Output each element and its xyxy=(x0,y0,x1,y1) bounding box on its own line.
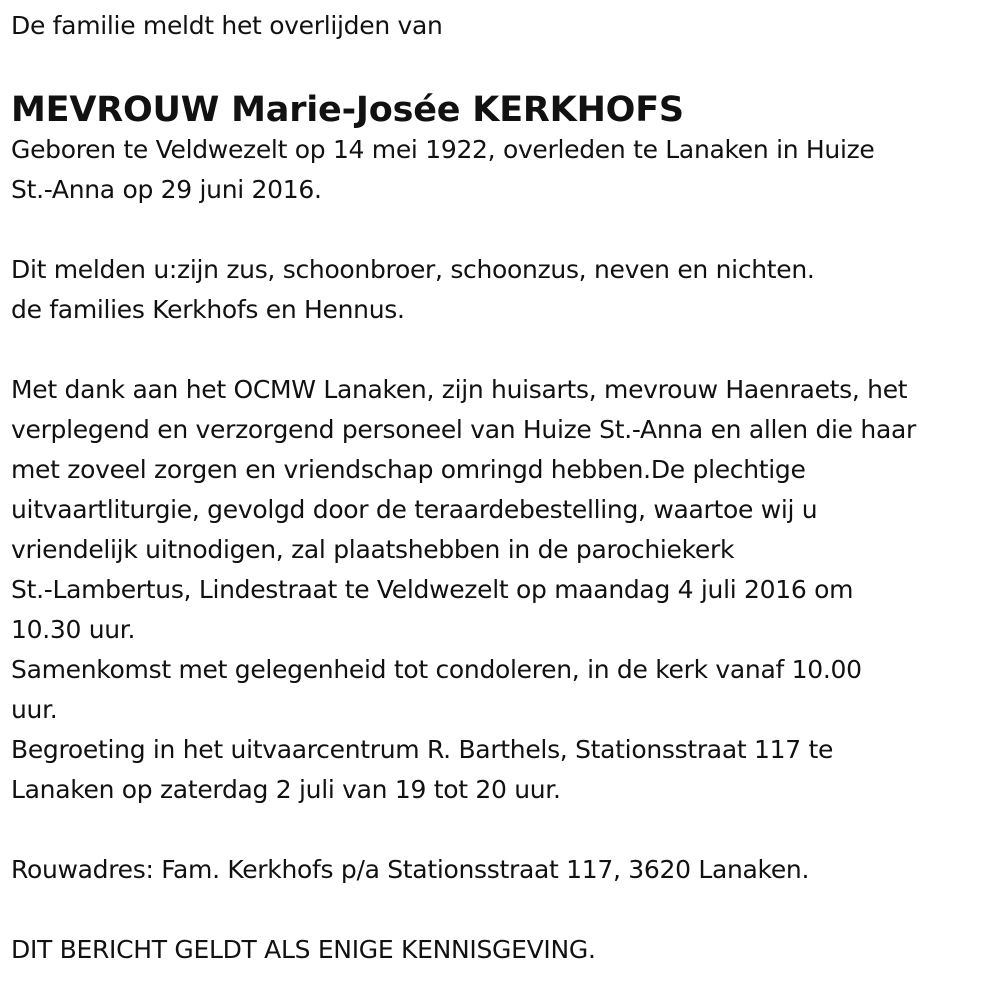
announced-by-line: Dit melden u:zijn zus, schoonbroer, schoonzus, neven en nichten. xyxy=(11,255,815,284)
closing-statement: DIT BERICHT GELDT ALS ENIGE KENNISGEVING. xyxy=(11,935,596,964)
death-notice xyxy=(11,6,996,970)
details-line: met zoveel zorgen en vriendschap omringd hebben.De plechtige xyxy=(11,455,806,484)
intro-text: De familie meldt het overlijden van xyxy=(11,11,443,40)
mourning-address: Rouwadres: Fam. Kerkhofs p/a Stationsstraat 117, 3620 Lanaken. xyxy=(11,855,810,884)
details-line: Begroeting in het uitvaarcentrum R. Barthels, Stationsstraat 117 te xyxy=(11,735,834,764)
spacer xyxy=(11,890,996,930)
deceased-name: MEVROUW Marie-Josée KERKHOFS xyxy=(11,90,684,130)
birth-death-line: Geboren te Veldwezelt op 14 mei 1922, overleden te Lanaken in Huize xyxy=(11,135,875,164)
birth-death-line: St.-Anna op 29 juni 2016. xyxy=(11,175,322,204)
spacer xyxy=(11,810,996,850)
spacer xyxy=(11,46,996,90)
details-line: verplegend en verzorgend personeel van Huize St.-Anna en allen die haar xyxy=(11,415,916,444)
details-line: 10.30 uur. xyxy=(11,615,136,644)
details-line: Samenkomst met gelegenheid tot condoleren, in de kerk vanaf 10.00 xyxy=(11,655,862,684)
spacer xyxy=(11,210,996,250)
spacer xyxy=(11,330,996,370)
details-line: vriendelijk uitnodigen, zal plaatshebben in de parochiekerk xyxy=(11,535,735,564)
details-line: Met dank aan het OCMW Lanaken, zijn huisarts, mevrouw Haenraets, het xyxy=(11,375,908,404)
details-line: uitvaartliturgie, gevolgd door de teraardebestelling, waartoe wij u xyxy=(11,495,818,524)
announced-by-line: de families Kerkhofs en Hennus. xyxy=(11,295,405,324)
details-line: St.-Lambertus, Lindestraat te Veldwezelt op maandag 4 juli 2016 om xyxy=(11,575,854,604)
details-line: Lanaken op zaterdag 2 juli van 19 tot 20 uur. xyxy=(11,775,561,804)
details-line: uur. xyxy=(11,695,58,724)
